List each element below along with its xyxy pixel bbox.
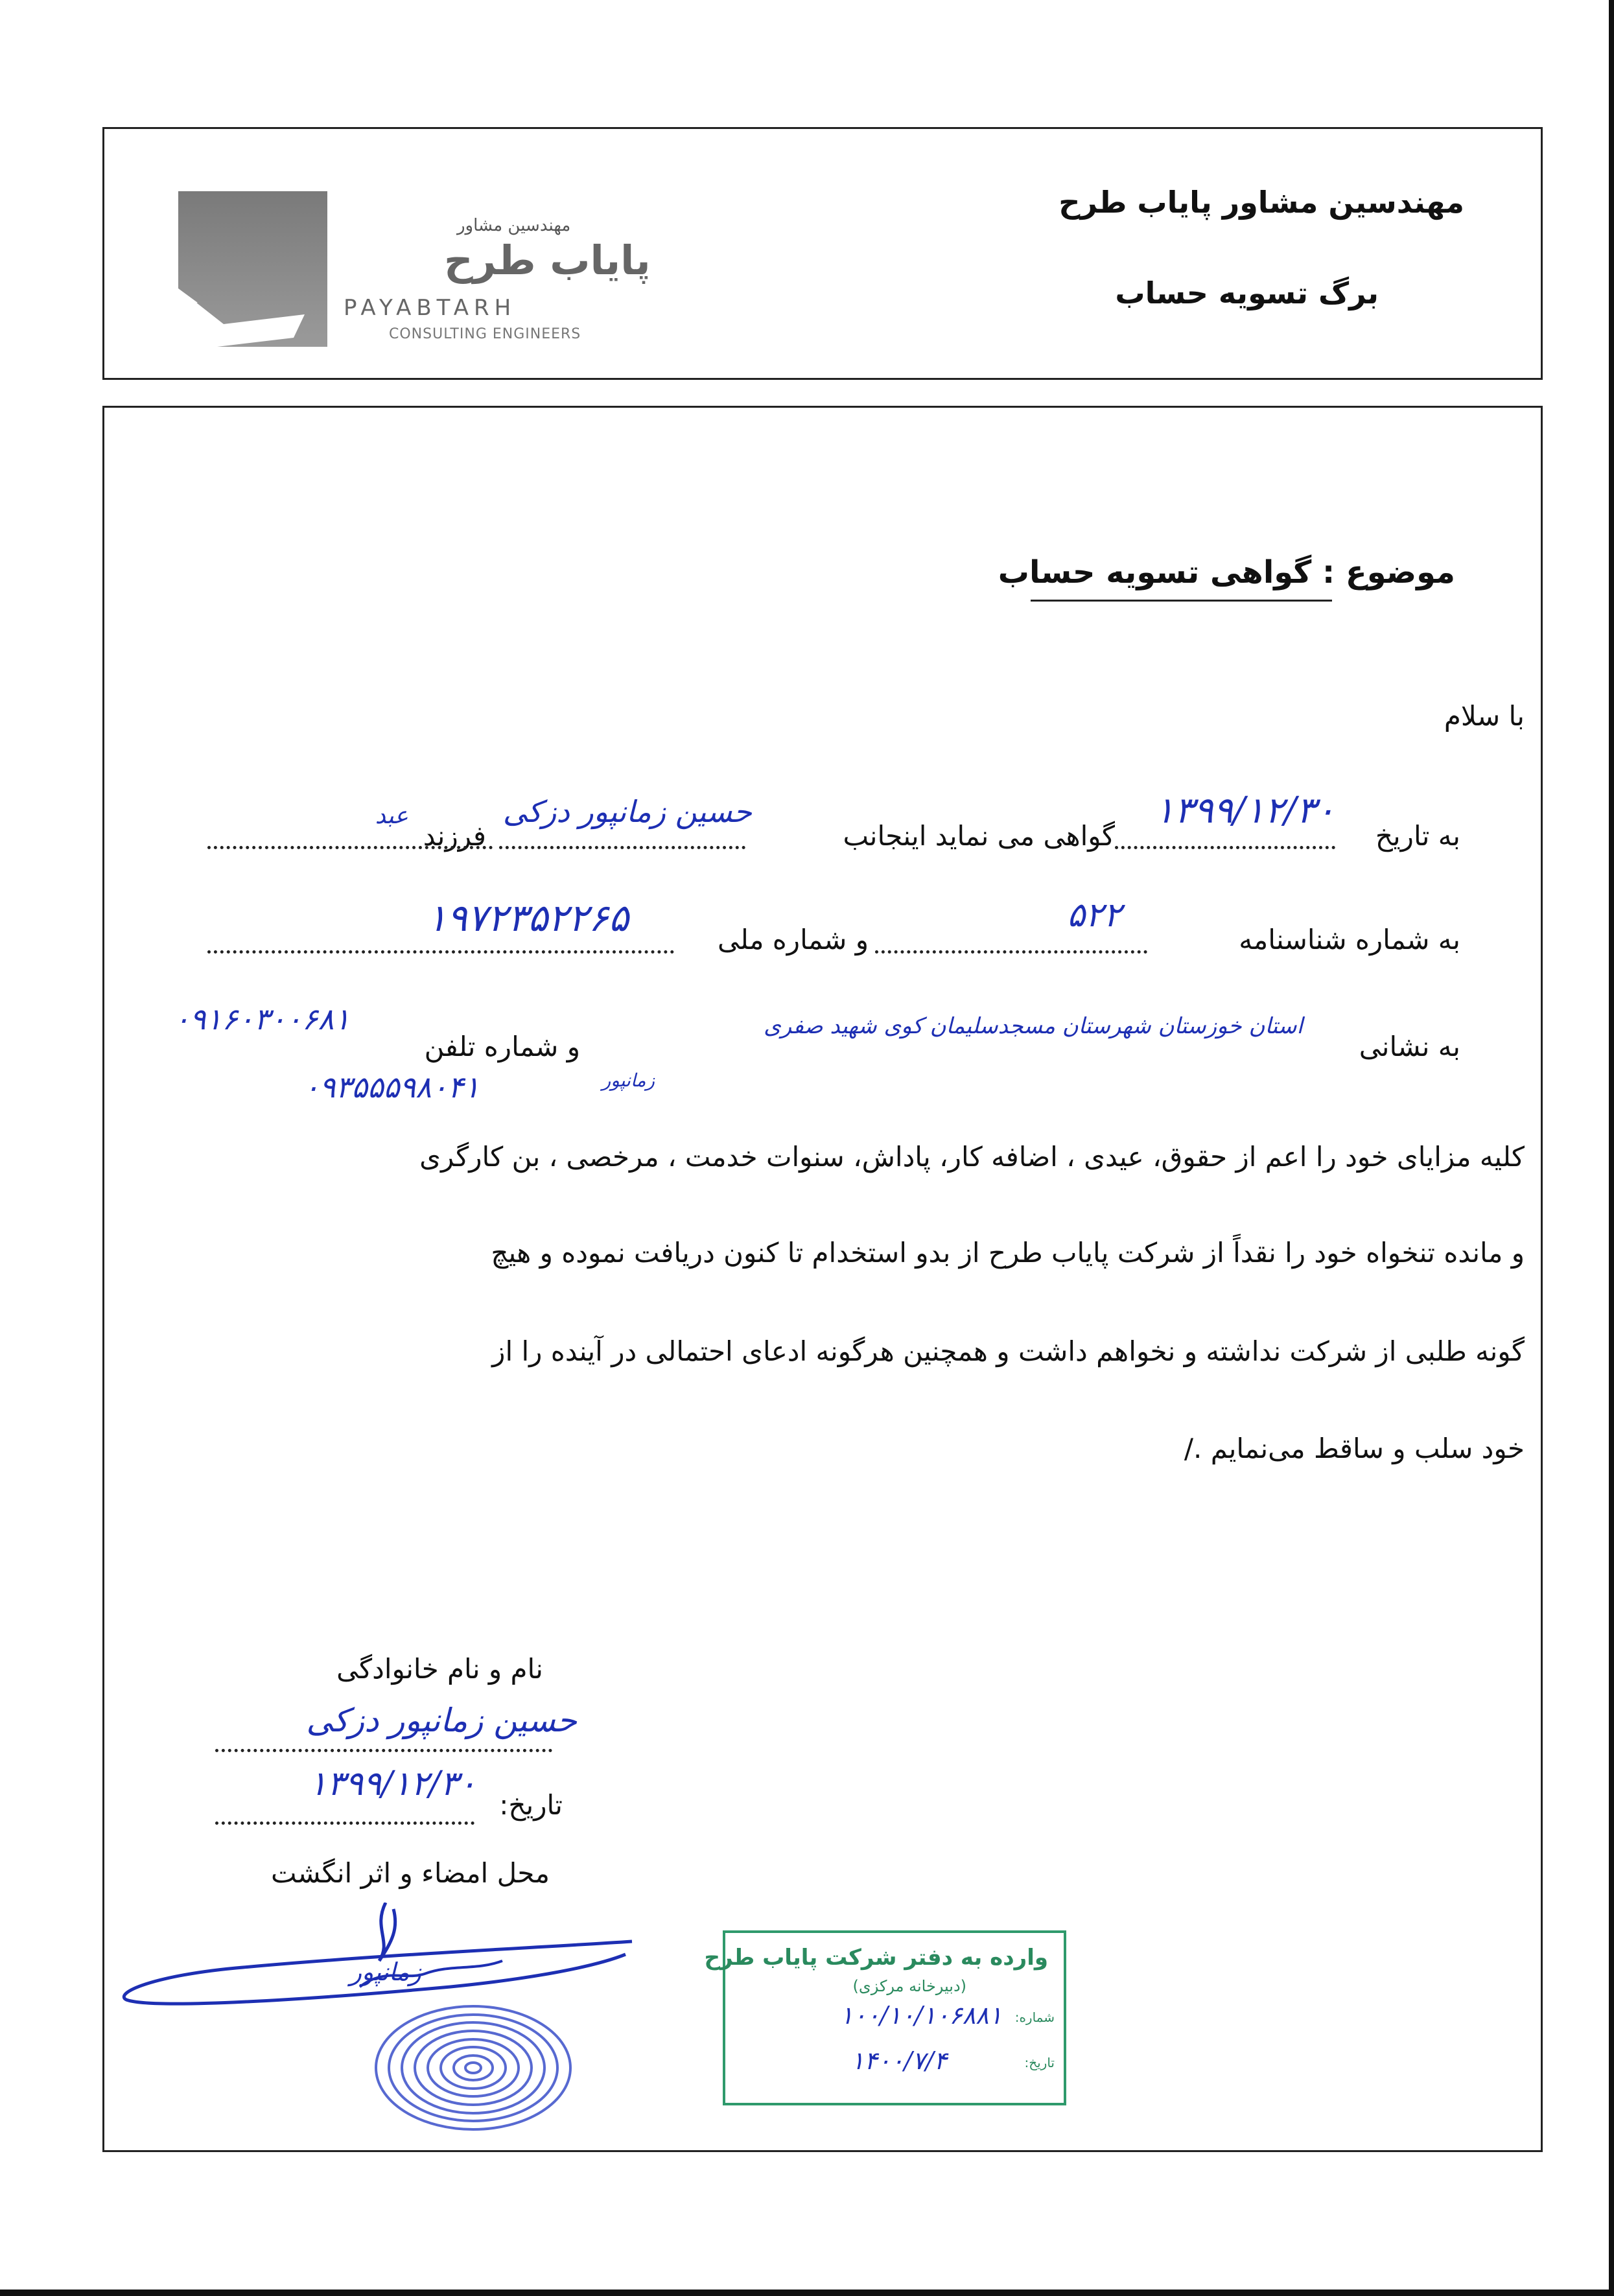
scan-edge-right xyxy=(1609,0,1614,2296)
paragraph-line-4: خود سلب و ساقط می‌نمایم ./ xyxy=(1184,1433,1525,1464)
national-id-label: و شماره ملی xyxy=(718,924,869,955)
handwritten-name: حسین زمانپور دزکی xyxy=(502,794,752,829)
logo-fa-small: مهندسین مشاور xyxy=(457,216,571,235)
form-title: برگ تسویه حساب xyxy=(1115,275,1379,310)
child-of-label: فرزند xyxy=(423,820,486,852)
handwritten-national-id: ۱۹۷۲۳۵۲۲۶۵ xyxy=(427,896,629,940)
name-dotted-field xyxy=(499,846,745,849)
handwritten-id-number: ۵۲۲ xyxy=(1067,896,1121,935)
subject-underline xyxy=(1031,600,1332,602)
certify-text: گواهی می نماید اینجانب xyxy=(843,820,1115,852)
paragraph-line-1: کلیه مزایای خود را اعم از حقوق، عیدی ، اضافه کار، پاداش، سنوات خدمت ، مرخصی ، بن کارگری xyxy=(419,1141,1525,1173)
paragraph-line-3: گونه طلبی از شرکت نداشته و نخواهم داشت و همچنین هرگونه ادعای احتمالی در آینده را از xyxy=(492,1335,1525,1367)
handwritten-sign-date: ۱۳۹۹/۱۲/۳۰ xyxy=(309,1764,476,1803)
handwritten-date: ۱۳۹۹/۱۲/۳۰ xyxy=(1154,790,1335,832)
letterhead-box xyxy=(102,127,1543,380)
address-label: به نشانی xyxy=(1359,1031,1460,1062)
subject-heading: موضوع : گواهی تسویه حساب xyxy=(998,554,1455,591)
id-dotted-field xyxy=(875,950,1147,954)
sign-date-label: تاریخ: xyxy=(499,1789,563,1821)
phone-label: و شماره تلفن xyxy=(424,1031,580,1062)
national-id-dotted-field xyxy=(207,950,674,954)
greeting: با سلام xyxy=(1444,700,1525,732)
handwritten-address-note: زمانپور xyxy=(602,1070,655,1091)
date-dotted-field xyxy=(1115,846,1335,849)
logo-en-sub: CONSULTING ENGINEERS xyxy=(389,326,581,342)
full-name-label: نام و نام خانوادگی xyxy=(336,1653,543,1685)
stamp-subtitle: (دبیرخانه مرکزی) xyxy=(852,1977,966,1995)
handwritten-signer-name: حسین زمانپور دزکی xyxy=(306,1702,577,1739)
paragraph-line-2: و مانده تنخواه خود را نقداً از شرکت پایاب طرح از بدو استخدام تا کنون دریافت نموده و هیچ xyxy=(491,1237,1525,1269)
logo-mark-icon xyxy=(178,191,327,347)
handwritten-address: استان خوزستان شهرستان مسجدسلیمان کوی شهید صفری xyxy=(764,1013,1303,1039)
company-logo xyxy=(178,191,651,360)
stamp-date-value: ۱۴۰۰/۷/۴ xyxy=(850,2046,947,2075)
handwritten-father: عبد xyxy=(375,802,408,829)
scan-edge-bottom xyxy=(0,2290,1614,2296)
date-label: به تاریخ xyxy=(1375,820,1460,852)
stamp-title: وارده به دفتر شرکت پایاب طرح xyxy=(704,1945,1048,1971)
company-title: مهندسین مشاور پایاب طرح xyxy=(1058,185,1464,220)
signature-place-label: محل امضاء و اثر انگشت xyxy=(270,1857,550,1889)
sign-date-dotted-field xyxy=(215,1822,474,1825)
fingerprint-icon xyxy=(363,1997,583,2139)
handwritten-phone-1: ۰۹۱۶۰۳۰۰۶۸۱ xyxy=(174,1002,350,1037)
stamp-number-label: شماره: xyxy=(1014,2009,1055,2025)
logo-fa-big: پایاب طرح xyxy=(444,237,651,284)
handwritten-signature-text: زمانپور xyxy=(349,1958,421,1986)
letter-body-box xyxy=(102,406,1543,2152)
father-dotted-field xyxy=(207,846,493,849)
stamp-date-label: تاریخ: xyxy=(1024,2055,1055,2070)
incoming-stamp xyxy=(704,1930,1066,2105)
handwritten-phone-2: ۰۹۳۵۵۵۹۸۰۴۱ xyxy=(303,1070,480,1105)
logo-en-name: PAYABTARH xyxy=(344,295,517,321)
signer-name-dotted-field xyxy=(215,1749,552,1752)
id-number-label: به شماره شناسنامه xyxy=(1239,924,1460,955)
stamp-number-value: ۱۰۰/۱۰/۱۰۶۸۸۱ xyxy=(839,2001,1002,2030)
